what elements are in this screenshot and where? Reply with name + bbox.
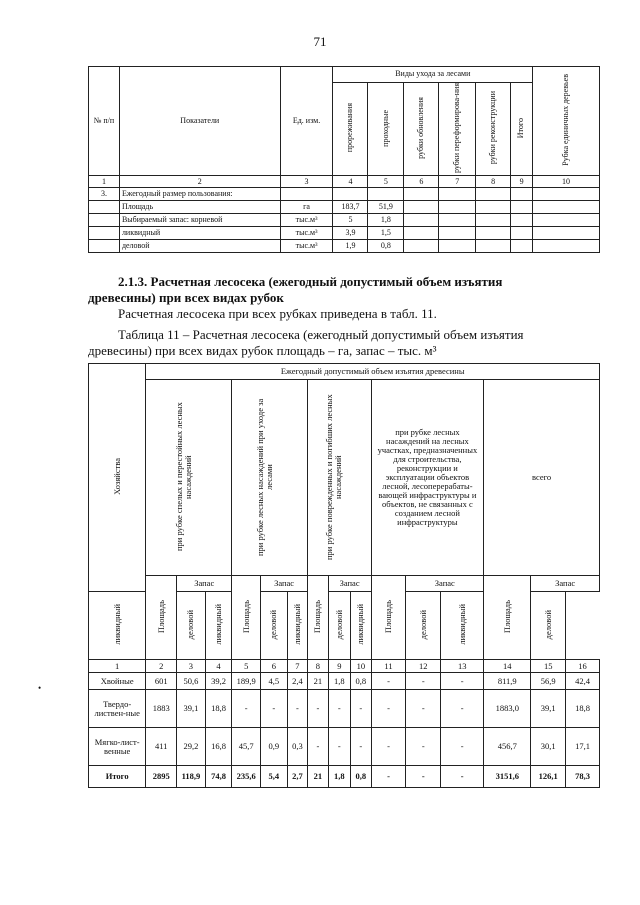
cell-value: 601 — [146, 673, 177, 690]
table-row — [89, 673, 600, 690]
cell-value: - — [351, 690, 371, 728]
cell-value: 235,6 — [232, 766, 261, 788]
cell-value: 4,5 — [261, 673, 288, 690]
cell-value: - — [406, 728, 441, 766]
cell-value: 30,1 — [531, 728, 566, 766]
total-label: Итого — [89, 766, 146, 788]
cell-value — [404, 240, 439, 253]
cell-value: 21 — [308, 673, 328, 690]
row-unit: тыс.м³ — [280, 240, 333, 253]
cell-value: 16,8 — [205, 728, 232, 766]
stock-header: Запас — [328, 576, 371, 592]
cell-value — [439, 240, 476, 253]
cell-value — [439, 201, 476, 214]
group-header-mature: при рубке спелых и перестойных лесных насаждений — [146, 380, 232, 576]
cell-value: - — [328, 690, 351, 728]
cell-value: - — [406, 690, 441, 728]
cell-value: - — [371, 673, 406, 690]
cell-value: 189,9 — [232, 673, 261, 690]
row-label: ликвидный — [119, 227, 280, 240]
row-label: деловой — [119, 240, 280, 253]
cell-value: 126,1 — [531, 766, 566, 788]
cell-value — [404, 227, 439, 240]
cell-value: - — [371, 728, 406, 766]
cell-value — [439, 227, 476, 240]
col-number: 8 — [476, 176, 511, 188]
table-row — [89, 188, 600, 201]
care-col-header: рубки обновления — [404, 83, 439, 176]
col-number: 9 — [511, 176, 533, 188]
cell-value: - — [287, 690, 307, 728]
cell-value: 183,7 — [333, 201, 368, 214]
care-col-header: рубки переформирова-ния — [439, 83, 476, 176]
thinning-use-table — [88, 66, 600, 253]
care-col-header: прореживания — [333, 83, 368, 176]
business-header: деловой — [177, 592, 206, 660]
cell-value — [533, 240, 600, 253]
cell-value: - — [371, 690, 406, 728]
cell-value: 1,8 — [328, 673, 351, 690]
cell-value: 5,4 — [261, 766, 288, 788]
stock-header: Запас — [261, 576, 308, 592]
row-unit: тыс.м³ — [280, 227, 333, 240]
cell-value: 56,9 — [531, 673, 566, 690]
cell-value: 78,3 — [566, 766, 600, 788]
group-header-construction: при рубке лесных насаждений на лесных участках, предназначенных для строительства, реконструкции и эксплуатации объектов лесной, лесоперерабаты-вающей инфраструктуры и объектов, не связанных с созданием лесной инфраструктуры — [371, 380, 484, 576]
cell-value — [533, 201, 600, 214]
cell-value — [476, 201, 511, 214]
unit-header: Ед. изм. — [280, 67, 333, 176]
care-col-header: проходные — [368, 83, 404, 176]
cell-value: 29,2 — [177, 728, 206, 766]
row-unit: га — [280, 201, 333, 214]
cell-value — [439, 214, 476, 227]
area-header: Площадь — [484, 576, 531, 660]
row-number — [89, 201, 120, 214]
farm-header: Хозяйства — [89, 364, 146, 592]
care-col-header: рубки реконструкции — [476, 83, 511, 176]
table-row — [89, 201, 600, 214]
area-header: Площадь — [308, 576, 328, 660]
col-number: 5 — [368, 176, 404, 188]
col-number: 14 — [484, 660, 531, 673]
cell-value: 3151,6 — [484, 766, 531, 788]
cell-value: - — [441, 728, 484, 766]
col-number: 6 — [261, 660, 288, 673]
cell-value: - — [261, 690, 288, 728]
cell-value: 2,7 — [287, 766, 307, 788]
cell-value: 39,2 — [205, 673, 232, 690]
col-number: 4 — [205, 660, 232, 673]
col-number: 15 — [531, 660, 566, 673]
cell-value: 50,6 — [177, 673, 206, 690]
cell-value: 1883 — [146, 690, 177, 728]
liquid-header: ликвидный — [287, 592, 307, 660]
table-row — [89, 240, 600, 253]
cell-value: 42,4 — [566, 673, 600, 690]
cell-value — [404, 188, 439, 201]
cell-value — [333, 188, 368, 201]
total-row — [89, 766, 600, 788]
row-number — [89, 214, 120, 227]
cell-value: - — [406, 673, 441, 690]
cell-value: 0,8 — [351, 766, 371, 788]
farm-name: Твердо-листвен-ные — [89, 690, 146, 728]
cell-value: 17,1 — [566, 728, 600, 766]
annual-volume-header: Ежегодный допустимый объем изъятия древесины — [146, 364, 600, 380]
liquid-header: ликвидный — [441, 592, 484, 660]
col-number: 10 — [351, 660, 371, 673]
table-caption: Таблица 11 – Расчетная лесосека (ежегодный допустимый объем изъятия древесины) при всех видах рубок площадь – га, запас – тыс. м³ — [88, 327, 524, 358]
table-row — [89, 214, 600, 227]
col-number: 11 — [371, 660, 406, 673]
cell-value — [404, 201, 439, 214]
cell-value — [511, 201, 533, 214]
col-number: 13 — [441, 660, 484, 673]
cell-value: 21 — [308, 766, 328, 788]
num-header: № п/п — [89, 67, 120, 176]
cell-value — [511, 214, 533, 227]
farm-name: Мягко-лист-венные — [89, 728, 146, 766]
cell-value: 1,8 — [328, 766, 351, 788]
col-number: 6 — [404, 176, 439, 188]
cell-value: 45,7 — [232, 728, 261, 766]
area-header: Площадь — [371, 576, 406, 660]
col-number: 3 — [177, 660, 206, 673]
cell-value — [476, 214, 511, 227]
cell-value — [511, 227, 533, 240]
cell-value: 118,9 — [177, 766, 206, 788]
page-number: 71 — [313, 34, 327, 49]
area-header: Площадь — [146, 576, 177, 660]
table-row — [89, 690, 600, 728]
col-number: 10 — [533, 176, 600, 188]
cell-value: 5 — [333, 214, 368, 227]
care-types-header: Виды ухода за лесами — [333, 67, 533, 83]
cell-value — [476, 227, 511, 240]
single-tree-header: Рубка единичных деревьев — [533, 67, 600, 176]
cell-value: - — [308, 690, 328, 728]
cell-value: 1,9 — [333, 240, 368, 253]
row-number — [89, 227, 120, 240]
area-header: Площадь — [232, 576, 261, 660]
cell-value: 51,9 — [368, 201, 404, 214]
col-number: 7 — [439, 176, 476, 188]
cell-value: - — [441, 690, 484, 728]
cell-value: 2,4 — [287, 673, 307, 690]
cell-value: - — [328, 728, 351, 766]
row-label: Площадь — [119, 201, 280, 214]
stock-header: Запас — [531, 576, 600, 592]
cell-value: - — [371, 766, 406, 788]
col-number: 9 — [328, 660, 351, 673]
cell-value — [511, 188, 533, 201]
col-number: 16 — [566, 660, 600, 673]
cell-value: - — [232, 690, 261, 728]
business-header: деловой — [406, 592, 441, 660]
section-paragraph: Расчетная лесосека при всех рубках приведена в табл. 11. — [118, 306, 437, 321]
cell-value: 411 — [146, 728, 177, 766]
cell-value — [476, 240, 511, 253]
cell-value — [511, 240, 533, 253]
col-number: 4 — [333, 176, 368, 188]
cell-value — [533, 214, 600, 227]
row-number — [89, 240, 120, 253]
col-number: 2 — [119, 176, 280, 188]
cell-value: 18,8 — [566, 690, 600, 728]
business-header: деловой — [328, 592, 351, 660]
cell-value: 1883,0 — [484, 690, 531, 728]
cell-value: 1,5 — [368, 227, 404, 240]
cell-value: - — [308, 728, 328, 766]
row-unit — [280, 188, 333, 201]
cell-value — [476, 188, 511, 201]
row-label: Ежегодный размер пользования: — [119, 188, 280, 201]
allowable-cut-table — [88, 363, 600, 788]
col-number: 8 — [308, 660, 328, 673]
col-number: 7 — [287, 660, 307, 673]
col-number: 1 — [89, 660, 146, 673]
row-label: Выбираемый запас: корневой — [119, 214, 280, 227]
table-row — [89, 728, 600, 766]
cell-value: 18,8 — [205, 690, 232, 728]
cell-value: 39,1 — [177, 690, 206, 728]
cell-value — [404, 214, 439, 227]
indicators-header: Показатели — [119, 67, 280, 176]
cell-value: 1,8 — [368, 214, 404, 227]
group-header-care: при рубке лесных насаждений при уходе за лесами — [232, 380, 308, 576]
business-header: деловой — [261, 592, 288, 660]
cell-value: 74,8 — [205, 766, 232, 788]
cell-value — [439, 188, 476, 201]
cell-value: 811,9 — [484, 673, 531, 690]
cell-value — [533, 227, 600, 240]
cell-value: 0,8 — [368, 240, 404, 253]
group-header-damaged: при рубке поврежденных и погибших лесных насаждений — [308, 380, 371, 576]
group-header-total: всего — [484, 380, 600, 576]
stock-header: Запас — [177, 576, 232, 592]
table-row — [89, 227, 600, 240]
farm-name: Хвойные — [89, 673, 146, 690]
row-unit: тыс.м³ — [280, 214, 333, 227]
col-number: 12 — [406, 660, 441, 673]
cell-value: 39,1 — [531, 690, 566, 728]
business-header: деловой — [531, 592, 566, 660]
cell-value: 3,9 — [333, 227, 368, 240]
cell-value: 2895 — [146, 766, 177, 788]
cell-value — [368, 188, 404, 201]
cell-value: 0,8 — [351, 673, 371, 690]
cell-value: 0,9 — [261, 728, 288, 766]
section-heading: 2.1.3. Расчетная лесосека (ежегодный допустимый объем изъятия древесины) при всех видах рубок — [88, 274, 503, 305]
care-col-header: Итого — [511, 83, 533, 176]
stock-header: Запас — [406, 576, 484, 592]
liquid-header: ликвидный — [351, 592, 371, 660]
col-number: 5 — [232, 660, 261, 673]
cell-value: 0,3 — [287, 728, 307, 766]
cell-value: 456,7 — [484, 728, 531, 766]
cell-value: - — [441, 766, 484, 788]
liquid-header: ликвидный — [89, 592, 146, 660]
cell-value: - — [441, 673, 484, 690]
cell-value: - — [351, 728, 371, 766]
cell-value: - — [406, 766, 441, 788]
col-number: 3 — [280, 176, 333, 188]
liquid-header: ликвидный — [205, 592, 232, 660]
margin-mark: • — [38, 683, 42, 693]
col-number: 1 — [89, 176, 120, 188]
cell-value — [533, 188, 600, 201]
row-number: 3. — [89, 188, 120, 201]
col-number: 2 — [146, 660, 177, 673]
